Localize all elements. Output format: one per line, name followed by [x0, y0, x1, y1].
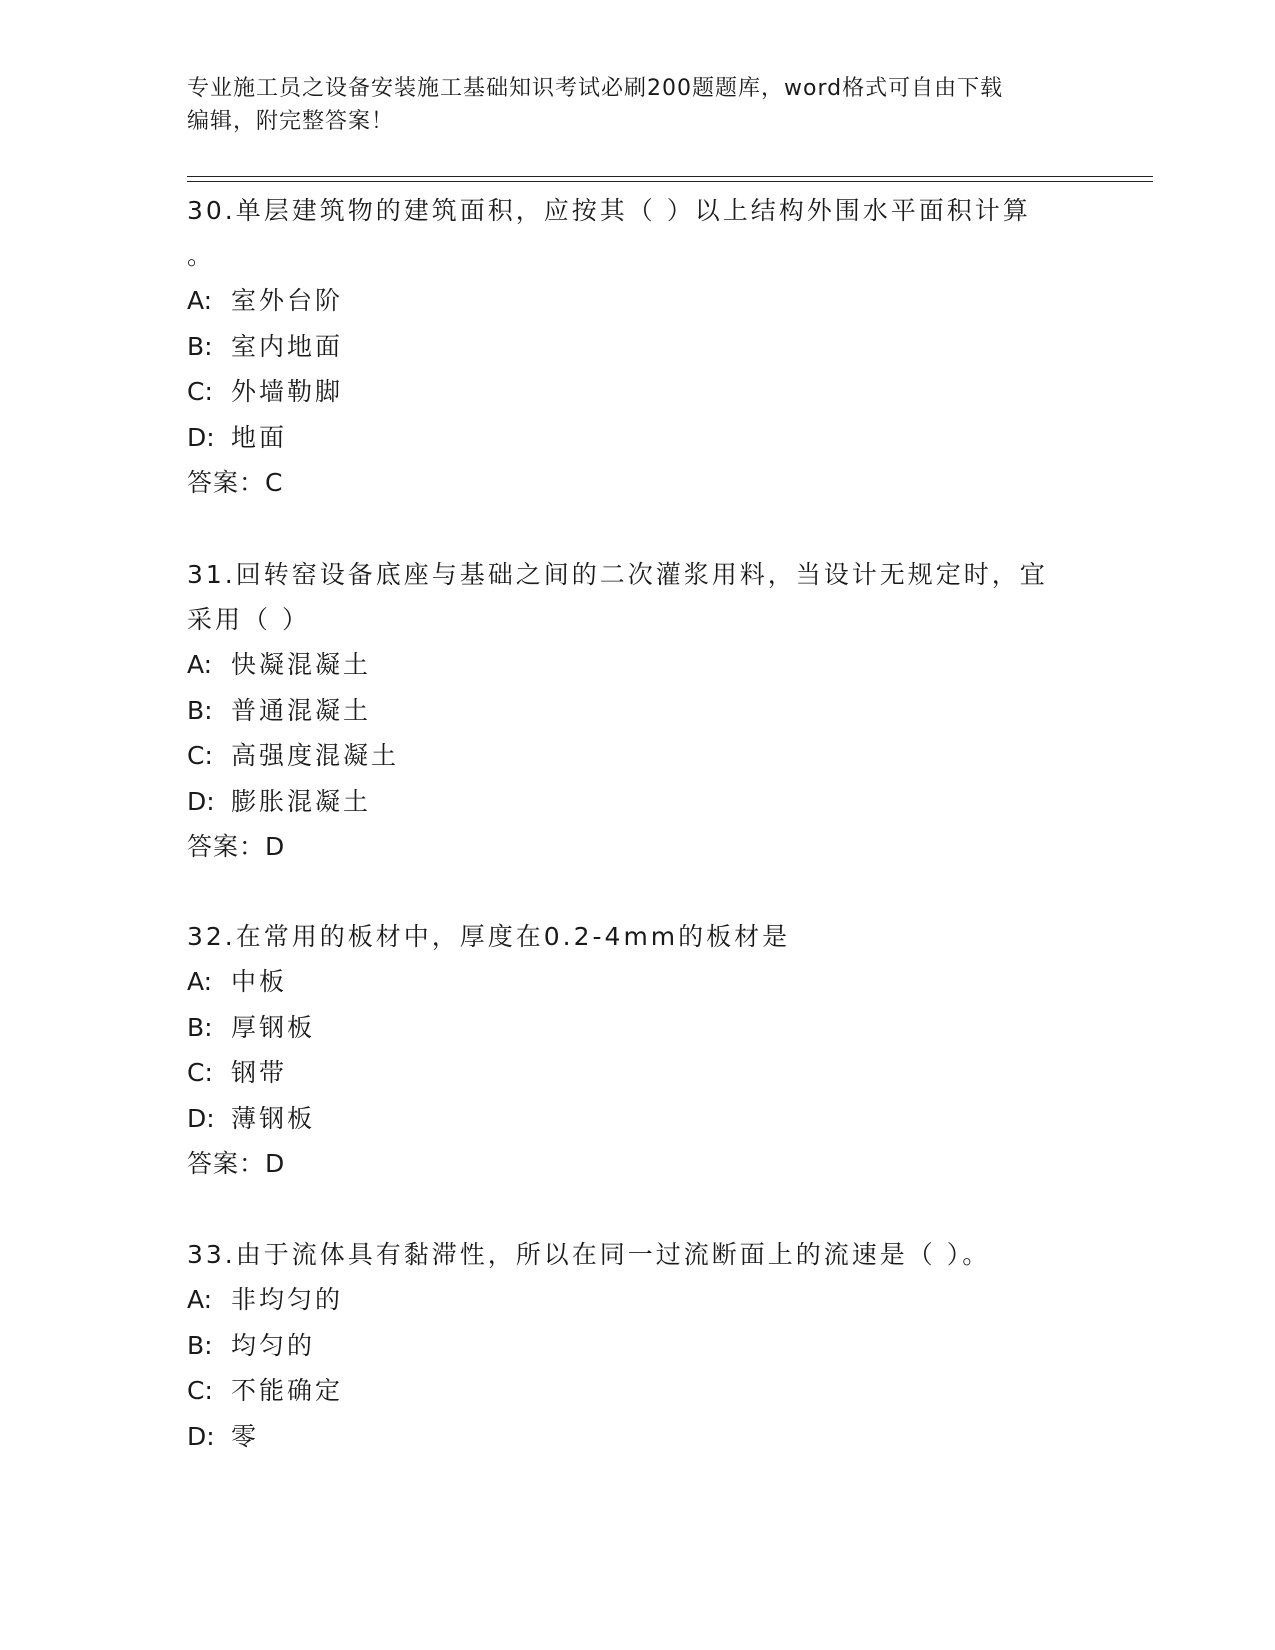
- question-30: [187, 188, 1087, 506]
- option-key: C:: [187, 1058, 213, 1087]
- header-line-2: 编辑，附完整答案！: [187, 109, 395, 134]
- option-key: D:: [187, 1103, 215, 1133]
- option-text: 快凝混凝土: [231, 650, 372, 679]
- question-32: [187, 914, 1087, 1187]
- option-d: [187, 1414, 1087, 1460]
- header-divider-bottom: [187, 181, 1153, 182]
- option-key: A:: [187, 650, 213, 679]
- option-text: 薄钢板: [231, 1103, 316, 1133]
- option-key: B:: [187, 1330, 213, 1360]
- question-stem-continued: 采用（ ）: [187, 605, 310, 634]
- question-stem: 31.回转窑设备底座与基础之间的二次灌浆用料，当设计无规定时，宜: [187, 560, 1048, 589]
- header-divider-top: [187, 176, 1153, 177]
- answer-line: 答案：C: [187, 468, 284, 497]
- option-key: B:: [187, 331, 213, 361]
- answer-line: 答案：D: [187, 832, 286, 861]
- option-key: A:: [187, 1285, 213, 1314]
- option-a: [187, 642, 1087, 688]
- option-d: [187, 415, 1087, 461]
- option-key: A:: [187, 286, 213, 315]
- option-text: 室外台阶: [231, 286, 344, 315]
- question-stem: 30.单层建筑物的建筑面积，应按其（ ）以上结构外围水平面积计算: [187, 196, 1031, 225]
- option-text: 厚钢板: [231, 1012, 316, 1042]
- option-text: 普通混凝土: [231, 695, 372, 725]
- option-key: B:: [187, 695, 213, 725]
- option-a: [187, 278, 1087, 324]
- question-33: [187, 1232, 1087, 1459]
- option-text: 高强度混凝土: [231, 741, 400, 770]
- option-key: C:: [187, 1376, 213, 1405]
- option-a: [187, 1277, 1087, 1323]
- option-text: 均匀的: [231, 1330, 316, 1360]
- question-stem: 33.由于流体具有黏滞性，所以在同一过流断面上的流速是（ ）。: [187, 1240, 991, 1269]
- option-text: 膨胀混凝土: [231, 786, 372, 816]
- option-key: D:: [187, 1421, 215, 1451]
- option-b: [187, 688, 1087, 734]
- option-c: [187, 1368, 1087, 1414]
- option-c: [187, 733, 1087, 779]
- document-header: [187, 72, 1067, 138]
- option-text: 外墙勒脚: [231, 377, 344, 406]
- option-key: D:: [187, 422, 215, 452]
- option-d: [187, 1096, 1087, 1142]
- option-key: B:: [187, 1012, 213, 1042]
- option-c: [187, 1050, 1087, 1096]
- option-text: 中板: [231, 967, 288, 996]
- option-b: [187, 1005, 1087, 1051]
- option-c: [187, 369, 1087, 415]
- option-text: 室内地面: [231, 331, 344, 361]
- option-b: [187, 324, 1087, 370]
- option-text: 零: [231, 1421, 260, 1451]
- option-key: C:: [187, 377, 213, 406]
- question-31: [187, 552, 1087, 870]
- answer-line: 答案：D: [187, 1149, 286, 1178]
- header-line-1: 专业施工员之设备安装施工基础知识考试必刷200题题库，word格式可自由下载: [187, 76, 1004, 101]
- option-a: [187, 959, 1087, 1005]
- option-text: 非均匀的: [231, 1285, 344, 1314]
- option-text: 钢带: [231, 1058, 288, 1087]
- question-stem-continued: 。: [187, 241, 216, 270]
- option-b: [187, 1323, 1087, 1369]
- question-stem: 32.在常用的板材中，厚度在0.2-4mm的板材是: [187, 922, 791, 951]
- option-text: 不能确定: [231, 1376, 344, 1405]
- option-key: C:: [187, 741, 213, 770]
- option-key: D:: [187, 786, 215, 816]
- option-d: [187, 779, 1087, 825]
- option-text: 地面: [231, 422, 288, 452]
- option-key: A:: [187, 967, 213, 996]
